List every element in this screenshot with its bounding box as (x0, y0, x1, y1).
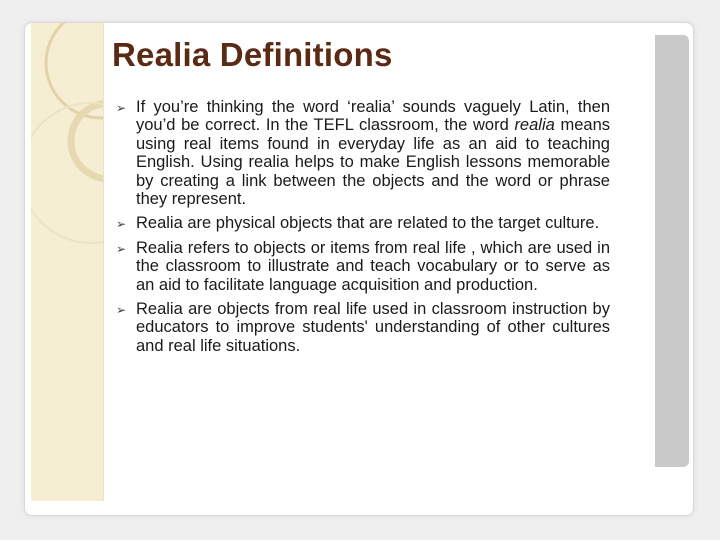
slide-title: Realia Definitions (112, 36, 393, 73)
arrow-bullet-icon: ➢ (116, 241, 127, 256)
arrow-bullet-icon: ➢ (116, 303, 127, 318)
bullet-text (136, 98, 610, 208)
bullet-text: Realia are physical objects that are related to the target culture. (136, 214, 600, 233)
bullet-text: Realia are objects from real life used in classroom instruction by educators to improve students' understanding of other cultures and real life situations. (136, 300, 610, 355)
bullet-item (112, 98, 610, 208)
bullet-list (112, 98, 610, 361)
bullet-item (112, 214, 610, 232)
arrow-bullet-icon: ➢ (116, 101, 127, 115)
decorative-right-band (655, 35, 689, 467)
bullet-item (112, 239, 610, 294)
decorative-left-band (31, 23, 104, 501)
bullet-item (112, 300, 610, 355)
decorative-circles-graphic (31, 23, 103, 501)
arrow-bullet-icon: ➢ (116, 217, 127, 232)
bullet-text-part: If you’re thinking the word ‘realia’ sounds vaguely Latin, then you’d be correct. In the TEFL classroom, the word (136, 98, 610, 135)
bullet-text-part: means using real items found in everyday life as an aid to teaching English. Using realia helps to make English lessons memorable by creating a link between the objects and the word or phrase they represent. (136, 116, 610, 209)
emphasized-word: realia (514, 116, 555, 135)
bullet-text: Realia refers to objects or items from real life , which are used in the classroom to illustrate and teach vocabulary or to serve as an aid to facilitate language acquisition and production. (136, 238, 610, 294)
